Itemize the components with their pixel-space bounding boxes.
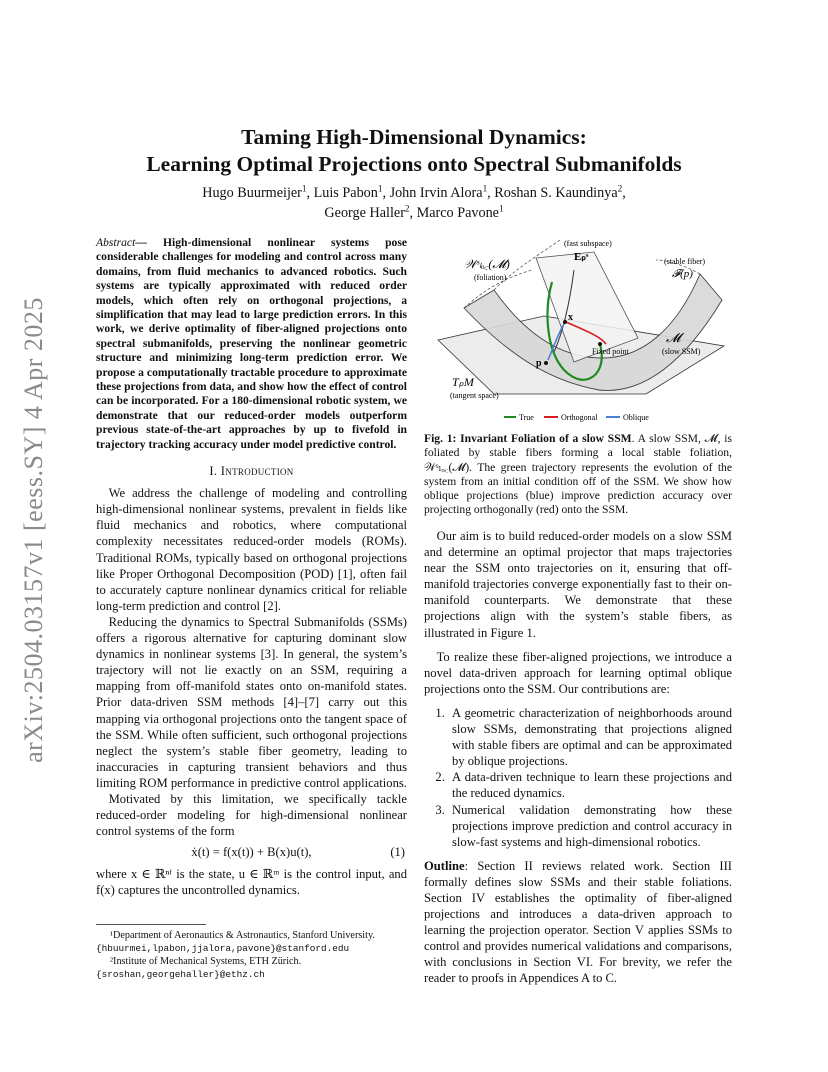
author: Marco Pavone (416, 205, 499, 221)
legend-orthogonal: Orthogonal (561, 413, 598, 422)
footnote-2-emails: {sroshan,georgehaller}@ethz.ch (96, 969, 265, 980)
author: John Irvin Alora (389, 185, 483, 201)
label-W: 𝒲ˢₗₒ꜀(𝓜) (464, 257, 510, 271)
footnote-2: ²Institute of Mechanical Systems, ETH Zürich. (110, 956, 302, 967)
initial-state-point (563, 320, 567, 324)
label-fast-subspace: (fast subspace) (564, 239, 612, 248)
point-p (544, 361, 548, 365)
legend-oblique: Oblique (623, 413, 649, 422)
right-column (424, 528, 732, 987)
label-TpM: TₚM (452, 375, 474, 389)
label-foliation: (foliation) (474, 273, 507, 282)
footnote-1-emails: {hbuurmei,lpabon,jjalora,pavone}@stanford.edu (96, 943, 350, 954)
author: George Haller (324, 205, 405, 221)
label-tangent-space: (tangent space) (450, 391, 499, 400)
footnotes (96, 924, 407, 981)
fixed-point (598, 342, 602, 346)
author-list: Hugo Buurmeijer$^1$, Luis Pabon$^1$, John Irvin Alora$^1$, Roshan S. Kaundinya$^2$, George Haller$^2$, Marco Pavone$^1$ (202, 183, 626, 221)
right-paragraph-2: To realize these fiber-aligned projections, we introduce a novel data-driven approach for learning optimal oblique projections onto the SSM. Our contributions are: (424, 649, 732, 696)
paper-title (0, 124, 828, 178)
outline-paragraph: Outline: Section II reviews related work. Section III formally defines slow SSMs and their stable foliations. Section IV establishes the optimality of fiber-aligned projections and introduces a data-driven approach to learning the projection operator. Section V applies SSMs to control and provides numerical validations and comparisons, with conclusions in Section VI. For brevity, we refer the reader to proofs in Appendices A to C. (424, 858, 732, 986)
author: Roshan S. Kaundinya (494, 185, 618, 201)
title-line-1: Taming High-Dimensional Dynamics: (241, 125, 587, 149)
label-Es: Eₚˢ (574, 251, 589, 263)
contributions-list (424, 705, 732, 850)
right-paragraph-1: Our aim is to build reduced-order models on a slow SSM and determine an optimal projector that maps trajectories near the SSM onto trajectories on it, ensuring that off-manifold trajectories converge exponentially fast to their on-manifold counterparts. We demonstrate that these projections align with the system’s stable fibers, as illustrated in Figure 1. (424, 529, 732, 640)
label-slow-ssm: (slow SSM) (662, 347, 701, 356)
footnote-1: ¹Department of Aeronautics & Astronautics, Stanford University. (110, 930, 375, 941)
label-stable-fiber: (stable fiber) (664, 257, 706, 266)
intro-paragraph-2: Reducing the dynamics to Spectral Submanifolds (SSMs) offers a rigorous alternative for capturing dominant slow dynamics in nonlinear systems [3]. In general, the system’s trajectory will not lie exactly on an SSM, requiring a mapping from off-manifold states onto on-manifold states. Prior data-driven SSM methods [4]–[7] carry out this mapping via orthogonal projections onto the tangent space of the SSM. While often sufficient, such orthogonal projections neglect the system’s stable fiber geometry, leading to inaccuracies in capturing transient behaviors and thus limiting ROM performance in predictive control applications. (96, 614, 407, 790)
author: Luis Pabon (313, 185, 378, 201)
left-column (96, 236, 407, 899)
section-heading-introduction: I. Introduction (209, 464, 294, 479)
contribution-item: 2. A data-driven technique to learn these projections and the reduced dynamics. (448, 769, 732, 801)
figure-legend (504, 413, 649, 422)
label-p: p (536, 358, 542, 369)
abstract: Abstract— High-dimensional nonlinear systems pose considerable challenges for modeling and control across many domains, from fluid mechanics to advanced robotics. Such systems are typically approximated with reduced order models, which often rely on orthogonal projections, a simplification that may lead to large prediction errors. In this work, we derive optimality of fiber-aligned projections onto spectral submanifolds, preserving the nonlinear geometric structure and minimizing long-term prediction error. We propose a computationally tractable procedure to approximate these projections from data, and show how the effect of control can be incorporated. For a 180-dimensional robotic system, we demonstrate that our reduced-order models outperform previous state-of-the-art approaches by up to fivefold in trajectory tracking accuracy under model predictive control. (96, 236, 407, 451)
equation-1: ẋ(t) = f(x(t)) + B(x)u(t), (1) (191, 845, 405, 860)
figure-invariant-foliation (424, 230, 736, 426)
figure-caption: Fig. 1: Invariant Foliation of a slow SSM. A slow SSM, 𝓜, is foliated by stable fibers forming a local stable foliation, 𝒲ˢₗₒ꜀(𝓜). The green trajectory represents the evolution of the system from an initial condition off of the SSM. We show how oblique projections (blue) improve prediction accuracy over projecting orthogonally (red) onto the SSM. (424, 432, 732, 517)
contribution-item: 3. Numerical validation demonstrating how these projections improve prediction and control accuracy in slow-fast systems and high-dimensional robotics. (448, 802, 732, 850)
legend-true: True (519, 413, 534, 422)
label-M: 𝓜 (666, 330, 681, 345)
label-fixed-point: Fixed point (592, 347, 629, 356)
intro-paragraph-3: Motivated by this limitation, we specifically tackle reduced-order modeling for high-dimensional nonlinear control systems of the form (96, 791, 407, 839)
contribution-item: 1. A geometric characterization of neighborhoods around slow SSMs, demonstrating that projections aligned with stable fibers are optimal and can be approximated by oblique projections. (448, 705, 732, 769)
arxiv-identifier: arXiv:2504.03157v1 [eess.SY] 4 Apr 2025 (19, 297, 48, 763)
label-F: 𝓕(p) (672, 268, 693, 280)
title-line-2: Learning Optimal Projections onto Spectral Submanifolds (146, 152, 682, 176)
label-x: x (568, 312, 573, 323)
author: Hugo Buurmeijer (202, 185, 302, 201)
intro-paragraph-1: We address the challenge of modeling and controlling high-dimensional nonlinear systems, prevalent in fields like fluid mechanics and robotics, where computational complexity necessitates reduced-order models (ROMs). Traditional ROMs, typically based on orthogonal projections like Proper Orthogonal Decomposition (POD) [1], often fail to accurately capture nonlinear dynamics critical for reliable long-term prediction and control [2]. (96, 486, 407, 613)
equation-explanation: where x ∈ ℝⁿᶠ is the state, u ∈ ℝᵐ is the control input, and f(x) captures the uncontrolled dynamics. (96, 867, 407, 898)
